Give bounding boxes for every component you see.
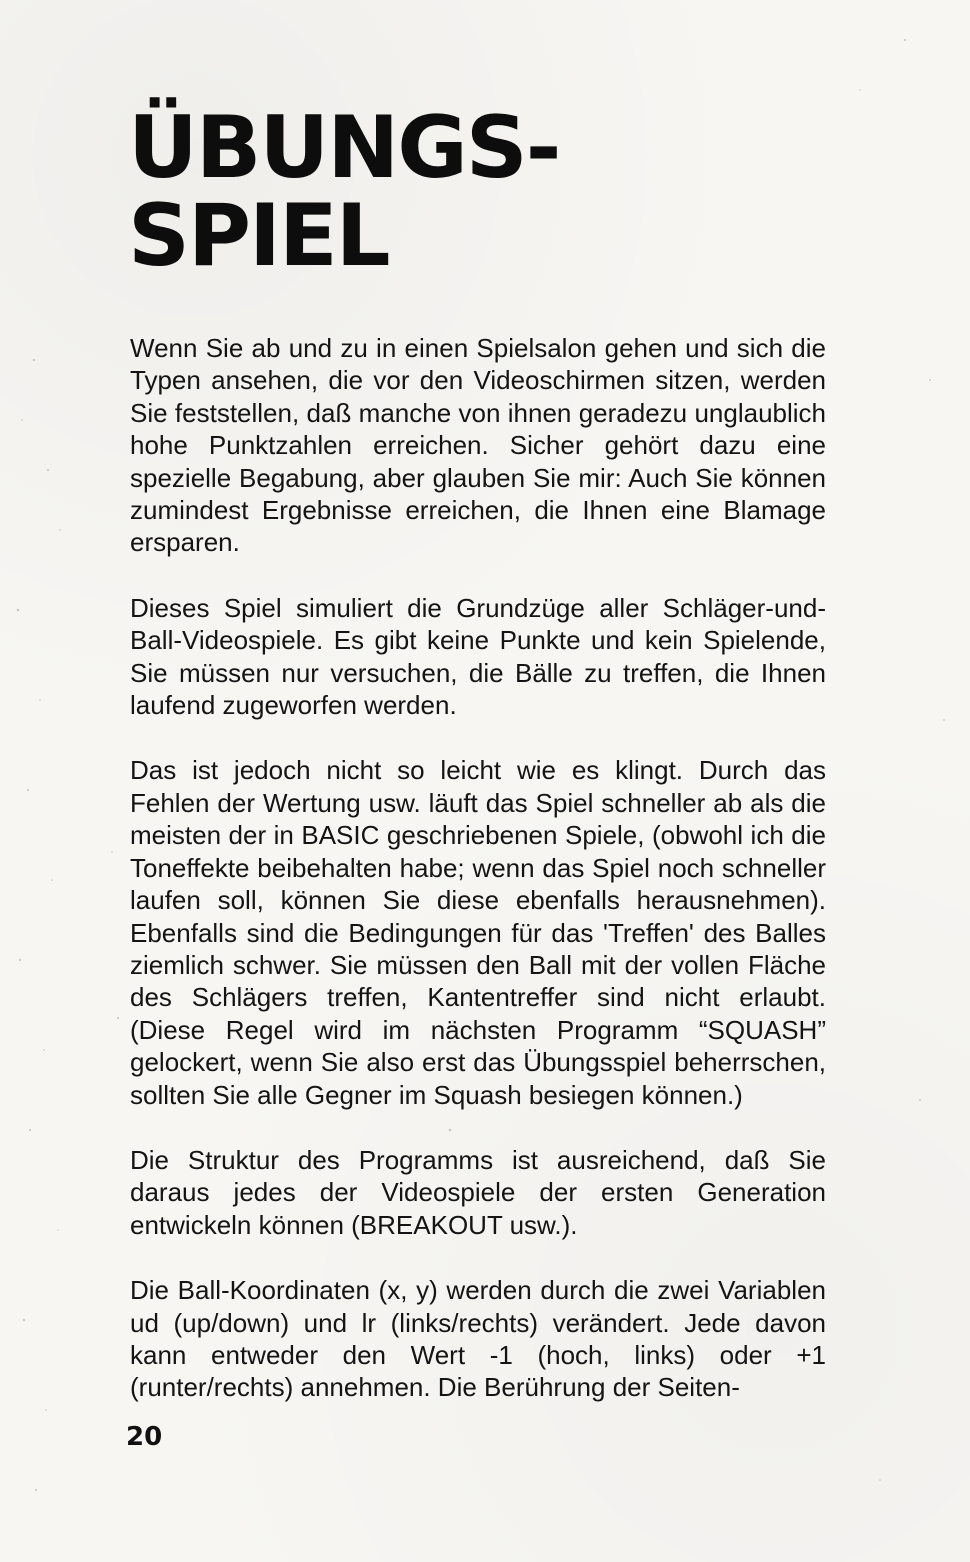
chapter-title-line-2: SPIEL	[128, 186, 389, 286]
chapter-title-line-1: ÜBUNGS-	[128, 98, 560, 198]
paragraph-1: Wenn Sie ab und zu in einen Spielsalon gehen und sich die Typen ansehen, die vor den Videoschirmen sitzen, werden Sie feststellen, daß manche von ihnen geradezu unglaublich hohe Punktzahlen erreichen. Sicher gehört dazu eine spezielle Begabung, aber glauben Sie mir: Auch Sie können zumindest Ergebnisse erreichen, die Ihnen eine Blamage ersparen.	[130, 333, 826, 558]
paragraph-4: Die Struktur des Programms ist ausreichend, daß Sie daraus jedes der Videospiele der ersten Generation entwickeln können (BREAKOUT usw.).	[130, 1144, 826, 1240]
paragraph-3: Das ist jedoch nicht so leicht wie es klingt. Durch das Fehlen der Wertung usw. läuft das Spiel schneller ab als die meisten der in BASIC geschriebenen Spiele, (obwohl ich die Toneffekte beibehalten habe; wenn das Spiel noch schneller laufen soll, können Sie diese ebenfalls herausnehmen). Ebenfalls sind die Bedingungen für das 'Treffen' des Balles ziemlich schwer. Sie müssen den Ball mit der vollen Fläche des Schlägers treffen, Kantentreffer sind nicht erlaubt. (Diese Regel wird im nächsten Programm “SQUASH” gelockert, wenn Sie also erst das Übungsspiel beherrschen, sollten Sie alle Gegner im Squash besiegen können.)	[130, 755, 826, 1110]
page-number: 20	[126, 1422, 163, 1452]
paragraph-5: Die Ball-Koordinaten (x, y) werden durch die zwei Variablen ud (up/down) und lr (links/rechts) verändert. Jede davon kann entweder den Wert -1 (hoch, links) oder +1 (runter/rechts) annehmen. Die Berührung der Seiten-	[130, 1275, 826, 1403]
body-text	[130, 332, 826, 1437]
chapter-title	[128, 98, 560, 286]
paragraph-2: Dieses Spiel simuliert die Grundzüge aller Schläger-und-Ball-Videospiele. Es gibt keine Punkte und kein Spielende, Sie müssen nur versuchen, die Bälle zu treffen, die Ihnen laufend zugeworfen werden.	[130, 592, 826, 721]
